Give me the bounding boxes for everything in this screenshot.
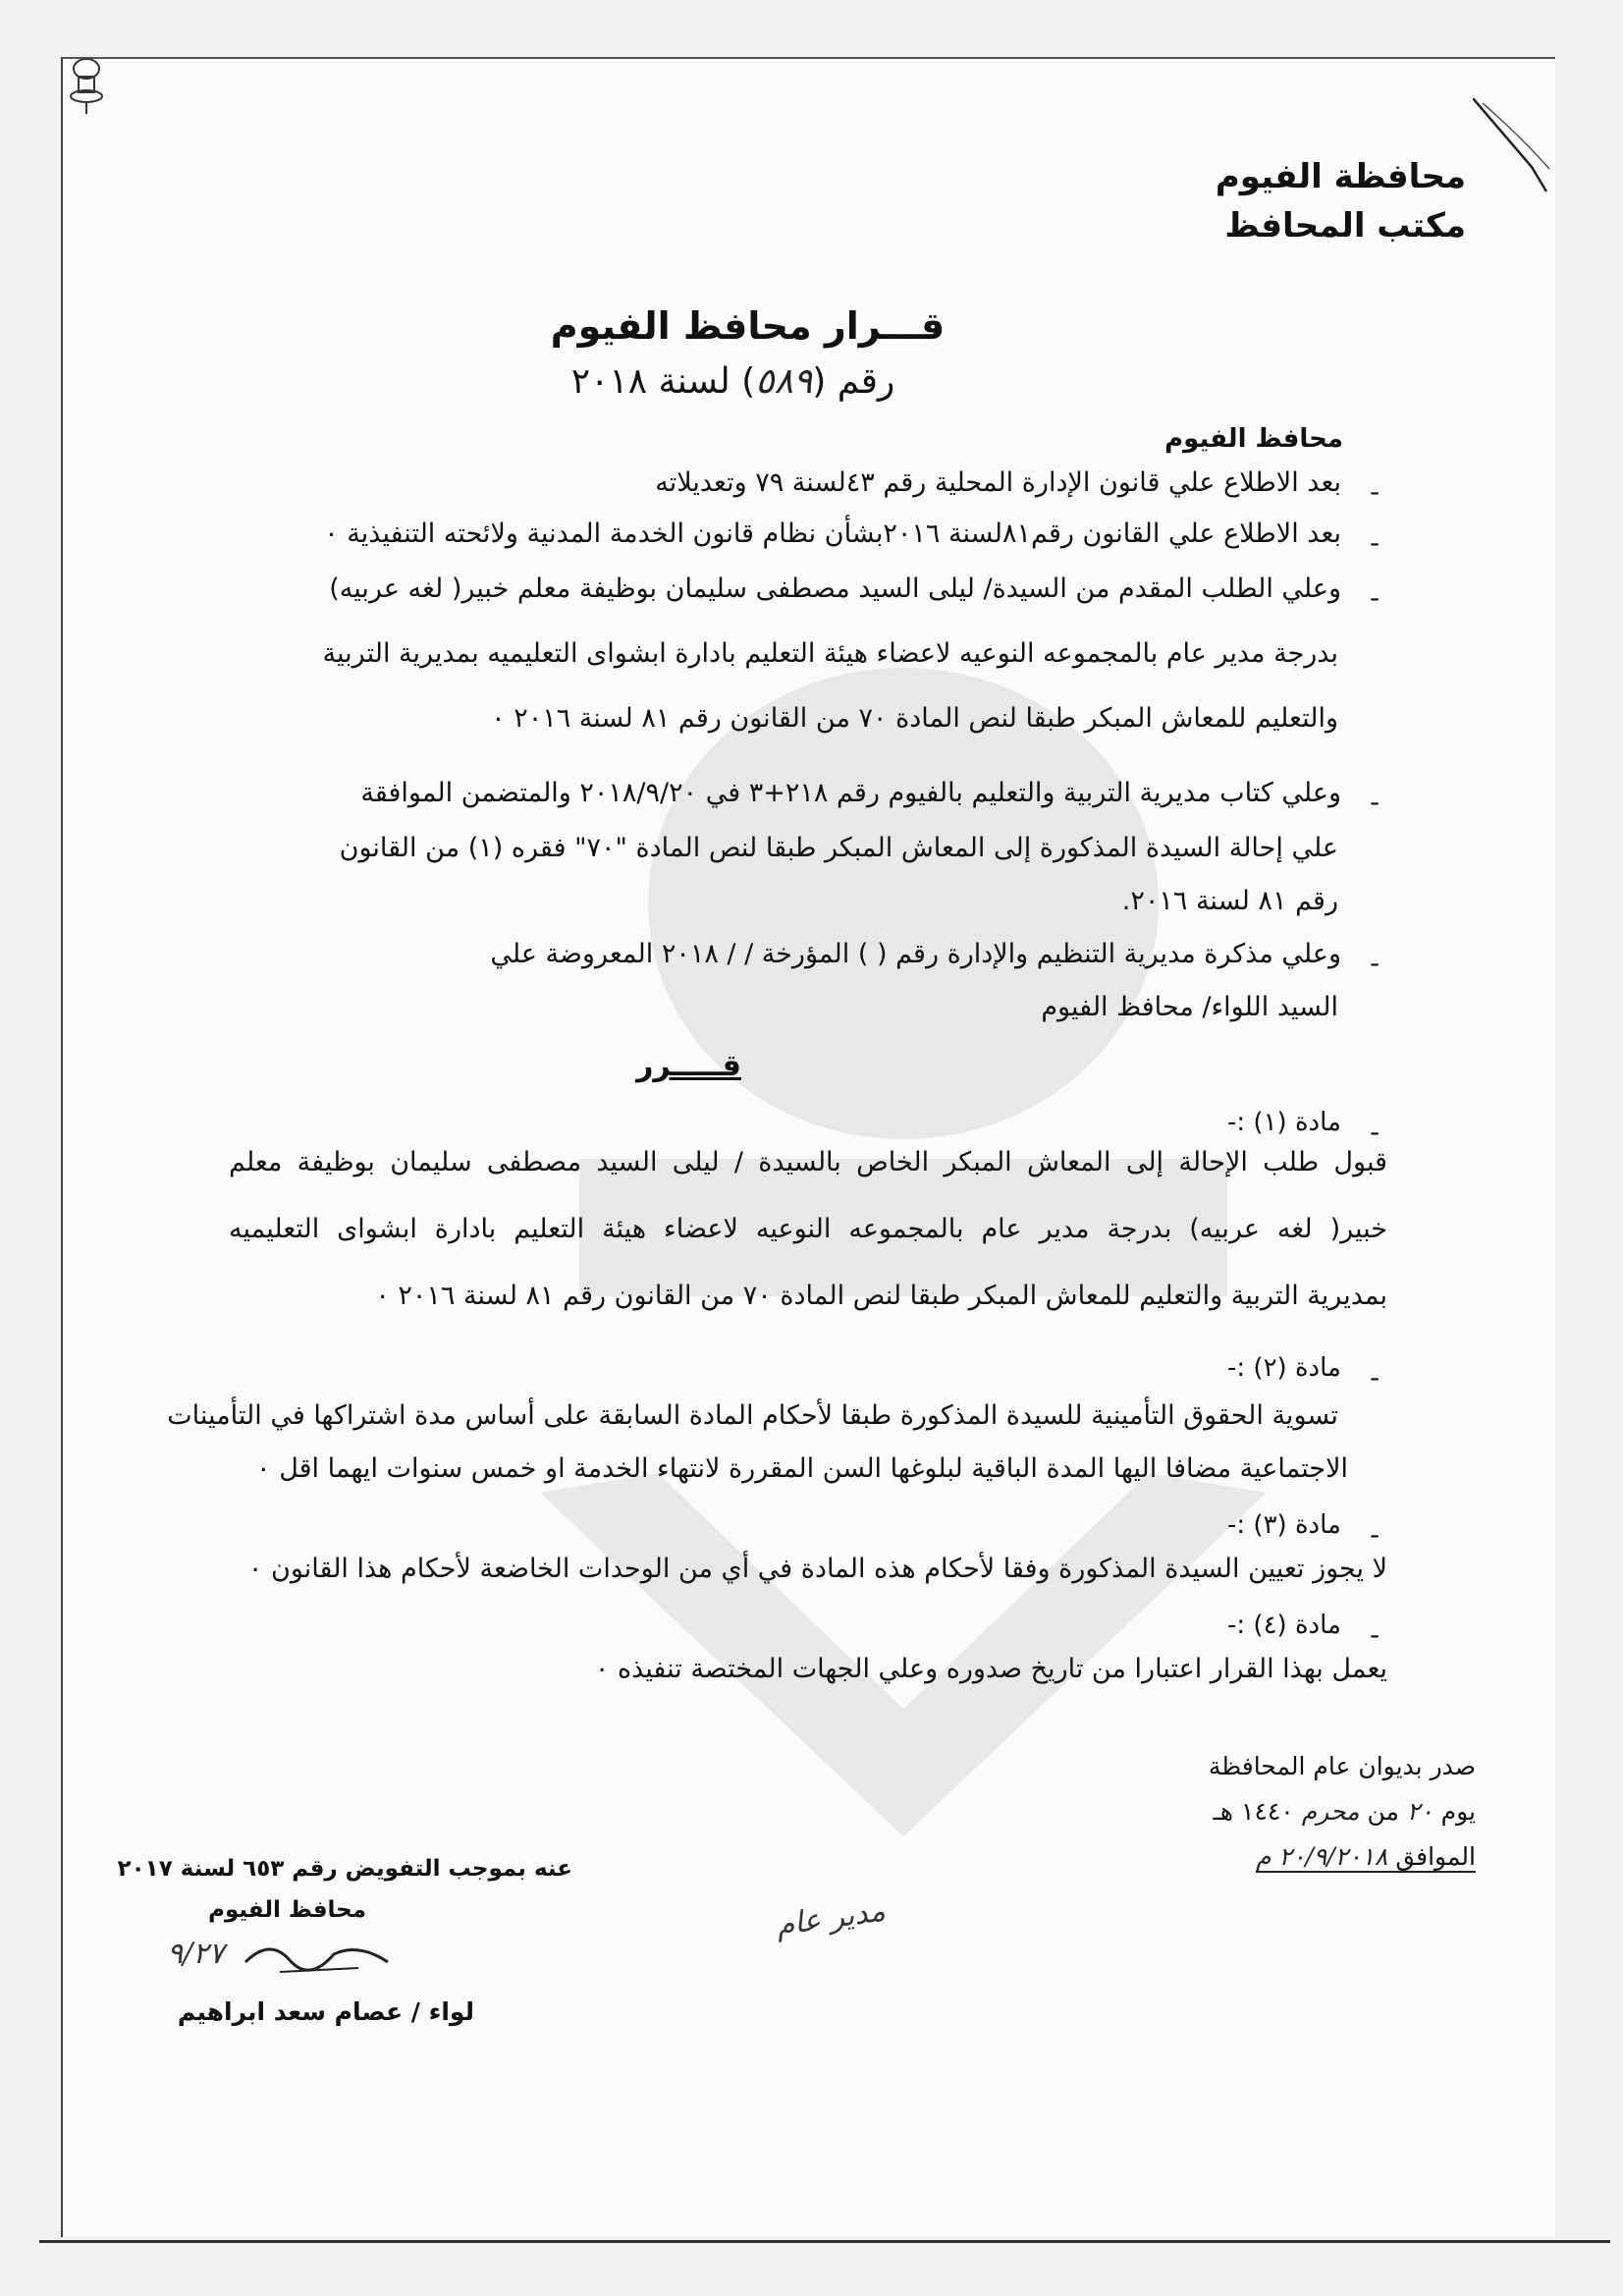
preamble-1: بعد الاطلاع علي قانون الإدارة المحلية رقم ٤٣لسنة ٧٩ وتعديلاته	[655, 467, 1341, 498]
article-2-line-1: تسوية الحقوق التأمينية للسيدة المذكورة طبقا لأحكام المادة السابقة على أساس مدة اشتراكها في التأمينات	[167, 1400, 1338, 1431]
preamble-5-line-1: وعلي مذكرة مديرية التنظيم والإدارة رقم ( ) المؤرخة / / ٢٠١٨ المعروضة علي	[490, 939, 1341, 969]
preamble-3-line-2: بدرجة مدير عام بالمجموعه النوعيه لاعضاء هيئة التعليم بادارة ابشواى التعليميه بمديرية التربية	[322, 638, 1338, 669]
article-3-label: مادة (٣) :-	[1227, 1510, 1341, 1540]
decision-title: قـــرار محافظ الفيوم	[550, 304, 946, 348]
header-office: مكتب المحافظ	[1224, 206, 1466, 246]
month-value: محرم	[1301, 1797, 1360, 1826]
article-1-line-3: بمديرية التربية والتعليم للمعاش المبكر طبقا لنص المادة ٧٠ من القانون رقم ٨١ لسنة ٢٠١٦ ٠	[375, 1281, 1387, 1311]
decision-heading	[0, 1049, 1623, 1083]
issuer-heading: محافظ الفيوم	[1164, 424, 1343, 454]
number-prefix: رقم (	[812, 361, 895, 402]
issued-place: صدر بديوان عام المحافظة	[1208, 1752, 1476, 1780]
handwritten-signature	[241, 1933, 398, 1982]
month-prefix: من	[1367, 1797, 1399, 1826]
pushpin-icon	[67, 57, 106, 114]
bullet-dash: -	[1370, 786, 1380, 818]
issued-greg-date	[1256, 1842, 1476, 1873]
handwritten-note: مدير عام	[774, 1893, 888, 1943]
greg-date: ٢٠/٩/٢٠١٨ م	[1256, 1842, 1388, 1871]
article-4-line-1: يعمل بهذا القرار اعتبارا من تاريخ صدوره وعلي الجهات المختصة تنفيذه ٠	[594, 1654, 1387, 1684]
preamble-3-line-3: والتعليم للمعاش المبكر طبقا لنص المادة ٧٠ من القانون رقم ٨١ لسنة ٢٠١٦ ٠	[491, 703, 1338, 734]
decision-number	[0, 361, 1623, 402]
folded-corner-icon	[1473, 98, 1551, 196]
scan-bottom-edge	[39, 2240, 1610, 2243]
bullet-dash: -	[1370, 1361, 1380, 1394]
signature-role: محافظ الفيوم	[208, 1897, 366, 1923]
preamble-4-line-1: وعلي كتاب مديرية التربية والتعليم بالفيوم رقم ٢١٨+٣ في ٢٠١٨/٩/٢٠ والمتضمن الموافقة	[360, 778, 1341, 808]
bullet-dash: -	[1370, 475, 1380, 508]
signature-name: لواء / عصام سعد ابراهيم	[177, 1997, 474, 2026]
preamble-2: بعد الاطلاع علي القانون رقم٨١لسنة ٢٠١٦بشأن نظام قانون الخدمة المدنية ولائحته التنفيذية ٠	[324, 519, 1341, 549]
day-prefix: يوم	[1440, 1797, 1476, 1826]
bullet-dash: -	[1370, 1116, 1380, 1148]
decision-heading-text: قـــــرر	[636, 1049, 741, 1083]
preamble-5-line-2: السيد اللواء/ محافظ الفيوم	[1041, 992, 1338, 1022]
day-value: ٢٠	[1406, 1797, 1434, 1826]
number-value: ٥٨٩	[755, 361, 813, 402]
header-governorate: محافظة الفيوم	[1215, 157, 1466, 196]
bullet-dash: -	[1370, 526, 1380, 559]
signature-authority: عنه بموجب التفويض رقم ٦٥٣ لسنة ٢٠١٧	[117, 1856, 572, 1882]
preamble-4-line-2: علي إحالة السيدة المذكورة إلى المعاش المبكر طبقا لنص المادة "٧٠" فقره (١) من القانون	[339, 833, 1338, 863]
article-2-label: مادة (٢) :-	[1227, 1353, 1341, 1383]
article-2-line-2: الاجتماعية مضافا اليها المدة الباقية لبلوغها السن المقررة لانتهاء الخدمة او خمس سنوات ايهما اقل ٠	[256, 1453, 1348, 1484]
bullet-dash: -	[1370, 1518, 1380, 1551]
signature-handwritten-date: ٩/٢٧	[167, 1937, 225, 1971]
number-suffix: ) لسنة ٢٠١٨	[570, 361, 756, 402]
bullet-dash: -	[1370, 1618, 1380, 1651]
issued-hijri-date	[1214, 1797, 1476, 1826]
preamble-4-line-3: رقم ٨١ لسنة ٢٠١٦.	[1121, 886, 1338, 916]
article-4-label: مادة (٤) :-	[1227, 1611, 1341, 1640]
greg-prefix: الموافق	[1395, 1842, 1476, 1871]
preamble-3-line-1: وعلي الطلب المقدم من السيدة/ ليلى السيد مصطفى سليمان بوظيفة معلم خبير( لغه عربيه)	[329, 574, 1341, 604]
article-1-label: مادة (١) :-	[1227, 1108, 1341, 1137]
article-3-line-1: لا يجوز تعيين السيدة المذكورة وفقا لأحكام هذه المادة في أي من الوحدات الخاضعة لأحكام هذا القانون ٠	[247, 1554, 1387, 1584]
bullet-dash: -	[1370, 947, 1380, 979]
article-1-line-1: قبول طلب الإحالة إلى المعاش المبكر الخاص بالسيدة / ليلى السيد مصطفى سليمان بوظيفة معلم	[229, 1147, 1387, 1177]
article-1-line-2: خبير( لغه عربيه) بدرجة مدير عام بالمجموعه النوعيه لاعضاء هيئة التعليم بادارة ابشواى التعليميه	[229, 1214, 1387, 1244]
hijri-year: ١٤٤٠ هـ	[1213, 1797, 1294, 1826]
bullet-dash: -	[1370, 581, 1380, 614]
